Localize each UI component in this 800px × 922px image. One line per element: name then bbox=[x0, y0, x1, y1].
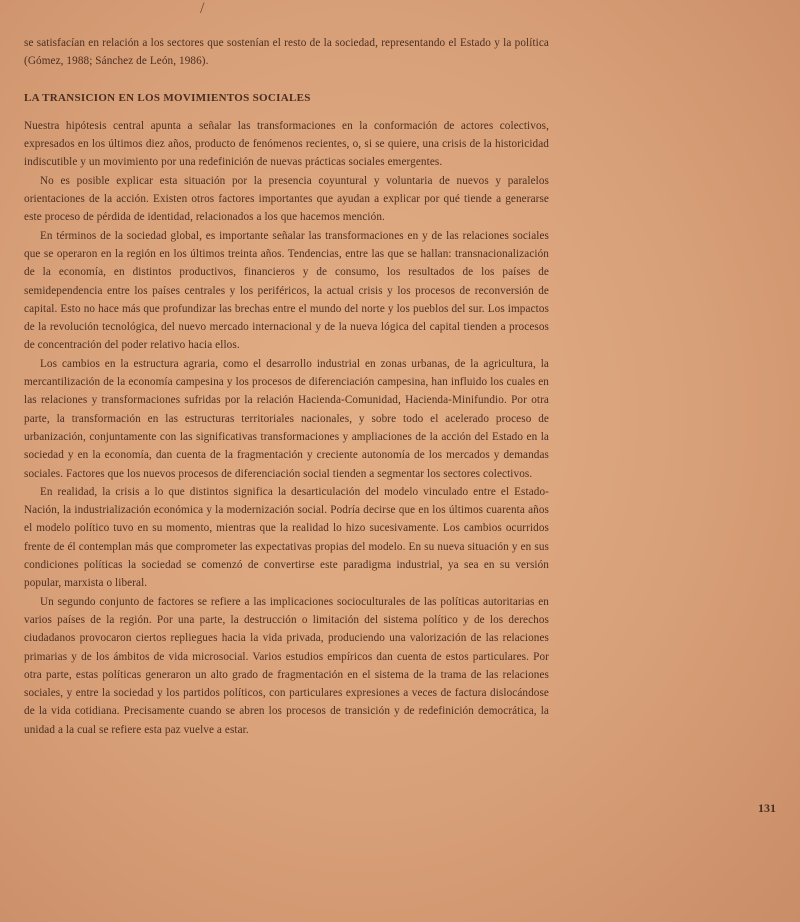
margin-mark: / bbox=[200, 0, 205, 17]
page-number: 131 bbox=[758, 801, 776, 815]
paragraph-1: Nuestra hipótesis central apunta a señalar las transformaciones en la conformación de actores colectivos, expresados en los últimos diez años, producto de fenómenos recientes, o, si se quiere, una crisis de la historicidad indiscutible y un movimiento por una redefinición de nuevas prácticas sociales emergentes. bbox=[24, 119, 549, 169]
paragraph-2: No es posible explicar esta situación por la presencia coyuntural y voluntaria de nuevos y paralelos orientaciones de la acción. Existen otros factores importantes que ayudan a explicar por qué tiende a generarse este proceso de pérdida de identidad, relacionados a los que hacemos mención. bbox=[24, 174, 549, 224]
text-body bbox=[24, 34, 549, 739]
paragraph-6: Un segundo conjunto de factores se refiere a las implicaciones socioculturales de las políticas autoritarias en varios países de la región. Por una parte, la destrucción o limitación del sistema político y de los derechos ciudadanos provocaron ciertos repliegues hacia la vida privada, produciendo una valorización de las relaciones primarias y de los ámbitos de vida microsocial. Varios estudios empíricos dan cuenta de estos particulares. Por otra parte, estas políticas generaron un alto grado de fragmentación en el sistema de la trama de las relaciones sociales, y entre la sociedad y los partidos políticos, con particulares expresiones a veces de factura dislocándose de la vida cotidiana. Precisamente cuando se abren los procesos de transición y de redefinición democrática, la unidad a la cual se refiere esta paz vuelve a estar. bbox=[24, 595, 549, 736]
paragraph-5: En realidad, la crisis a lo que distintos significa la desarticulación del modelo vinculado entre el Estado-Nación, la industrialización económica y la modernización social. Podría decirse que en los últimos cuarenta años el modelo político tuvo en su momento, mientras que la realidad lo hizo sucesivamente. Los cambios ocurridos frente de él contemplan más que comprometer las expectativas propias del modelo. En su nueva situación y en sus condiciones políticas la sociedad se comenzó de convertirse este paradigma industrial, ya sea en su versión popular, marxista o liberal. bbox=[24, 485, 549, 590]
section-heading: LA TRANSICION EN LOS MOVIMIENTOS SOCIALES bbox=[24, 91, 311, 104]
paragraph-4: Los cambios en la estructura agraria, como el desarrollo industrial en zonas urbanas, de la agricultura, la mercantilización de la economía campesina y los procesos de diferenciación campesina, han influido los cuales en las relaciones y transformaciones sufridas por la relación Hacienda-Comunidad, Hacienda-Minifundio. Por otra parte, la transformación en las estructuras territoriales nacionales, y sobre todo el acelerado proceso de urbanización, conjuntamente con las significativas transformaciones y ampliaciones de la acción del Estado en la sociedad y en la economía, dan cuenta de la fragmentación y creciente autonomía de los mercados y demandas sociales. Factores que los nuevos procesos de diferenciación social tienden a segmentar los sectores colectivos. bbox=[24, 357, 549, 480]
paragraph-3: En términos de la sociedad global, es importante señalar las transformaciones en y de las relaciones sociales que se operaron en la región en los últimos treinta años. Tendencias, entre las que se hallan: transnacionalización de la economía, en distintos productivos, financieros y de consumo, los resultados de los países de semidependencia entre los países centrales y los periféricos, la actual crisis y los procesos de reconversión de capital. Esto no hace más que profundizar las brechas entre el mundo del norte y los pueblos del sur. Los impactos de la revolución tecnológica, del nuevo mercado internacional y de la nueva lógica del capital tienden a procesos de concentración del poder relativo hacia ellos. bbox=[24, 229, 549, 352]
intro-paragraph: se satisfacían en relación a los sectores que sostenían el resto de la sociedad, representando el Estado y la política (Gómez, 1988; Sánchez de León, 1986). bbox=[24, 37, 549, 68]
